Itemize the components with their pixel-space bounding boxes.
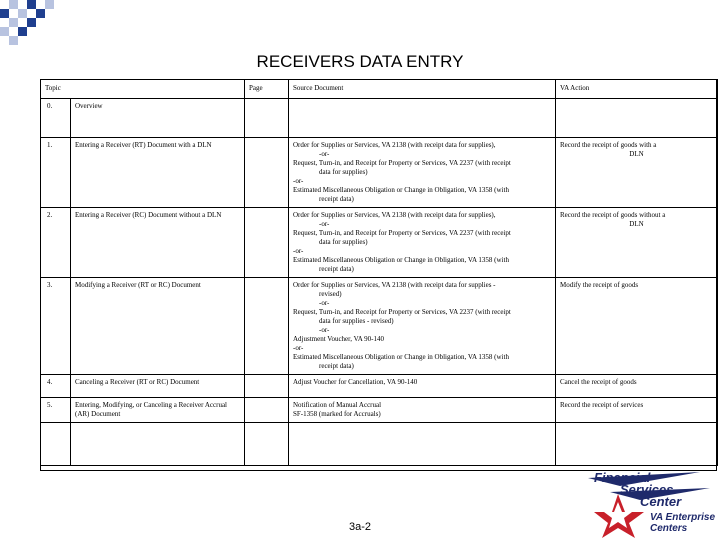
source-line: Adjustment Voucher, VA 90-140 — [293, 335, 384, 343]
action-line: Cancel the receipt of goods — [560, 378, 637, 386]
source-line: -or- — [293, 177, 304, 185]
page-number: 3a-2 — [348, 521, 372, 533]
row-page — [245, 208, 289, 278]
row-number: 1. — [41, 138, 71, 208]
empty-cell — [41, 423, 71, 466]
source-line: Estimated Miscellaneous Obligation or Change in Obligation, VA 1358 (with — [293, 186, 509, 194]
source-line: Estimated Miscellaneous Obligation or Change in Obligation, VA 1358 (with — [293, 256, 509, 264]
row-page — [245, 138, 289, 208]
logo-center: Center — [640, 494, 682, 509]
row-source — [289, 208, 556, 278]
source-line: receipt data) — [319, 195, 354, 203]
empty-cell — [556, 423, 718, 466]
row-topic: Entering, Modifying, or Canceling a Receiver Accrual (AR) Document — [71, 398, 245, 423]
source-line: -or- — [293, 247, 304, 255]
logo-centers: Centers — [650, 523, 688, 534]
row-topic: Modifying a Receiver (RT or RC) Document — [71, 278, 245, 375]
financial-services-center-logo — [580, 472, 720, 538]
row-page — [245, 398, 289, 423]
row-source — [289, 138, 556, 208]
source-line: -or- — [319, 220, 330, 228]
corner-decoration — [0, 0, 60, 44]
source-line: data for supplies) — [319, 168, 368, 176]
source-line: data for supplies) — [319, 238, 368, 246]
header-action: VA Action — [556, 80, 718, 99]
source-line: -or- — [293, 344, 304, 352]
table-row — [41, 99, 718, 138]
table-row — [41, 138, 718, 208]
source-line: Order for Supplies or Services, VA 2138 (with receipt data for supplies), — [293, 211, 496, 219]
source-line: -or- — [319, 150, 330, 158]
logo-va-enterprise: VA Enterprise — [650, 512, 716, 523]
source-line: Request, Turn-in, and Receipt for Property or Services, VA 2237 (with receipt — [293, 159, 511, 167]
row-number: 3. — [41, 278, 71, 375]
row-action — [556, 398, 718, 423]
receivers-table — [40, 79, 718, 466]
table-header-row — [41, 80, 718, 99]
table-row — [41, 375, 718, 398]
empty-cell — [289, 423, 556, 466]
page-title: RECEIVERS DATA ENTRY — [256, 52, 464, 71]
row-page — [245, 278, 289, 375]
row-number: 2. — [41, 208, 71, 278]
row-topic: Entering a Receiver (RC) Document without a DLN — [71, 208, 245, 278]
table-row — [41, 398, 718, 423]
action-line: Record the receipt of goods with a — [560, 141, 657, 149]
action-line: DLN — [629, 150, 644, 158]
source-line: -or- — [319, 326, 330, 334]
source-line: revised) — [319, 290, 342, 298]
row-action — [556, 278, 718, 375]
row-number: 5. — [41, 398, 71, 423]
empty-cell — [71, 423, 245, 466]
empty-row — [41, 423, 718, 466]
action-line: DLN — [629, 220, 644, 228]
row-page — [245, 375, 289, 398]
empty-cell — [245, 423, 289, 466]
row-topic: Overview — [71, 99, 245, 138]
logo-services: Services — [620, 482, 674, 497]
row-action — [556, 99, 718, 138]
source-line: Estimated Miscellaneous Obligation or Change in Obligation, VA 1358 (with — [293, 353, 509, 361]
action-line: Record the receipt of goods without a — [560, 211, 666, 219]
source-line: Request, Turn-in, and Receipt for Property or Services, VA 2237 (with receipt — [293, 308, 511, 316]
row-source — [289, 375, 556, 398]
source-line: Notification of Manual Accrual — [293, 401, 382, 409]
table-row — [41, 208, 718, 278]
header-source: Source Document — [289, 80, 556, 99]
source-line: Request, Turn-in, and Receipt for Property or Services, VA 2237 (with receipt — [293, 229, 511, 237]
row-action — [556, 375, 718, 398]
header-page: Page — [245, 80, 289, 99]
row-number: 0. — [41, 99, 71, 138]
source-line: -or- — [319, 299, 330, 307]
row-page — [245, 99, 289, 138]
action-line: Modify the receipt of goods — [560, 281, 639, 289]
source-line: Order for Supplies or Services, VA 2138 (with receipt data for supplies), — [293, 141, 496, 149]
row-topic: Entering a Receiver (RT) Document with a DLN — [71, 138, 245, 208]
action-line: Record the receipt of services — [560, 401, 644, 409]
source-line: data for supplies - revised) — [319, 317, 394, 325]
row-action — [556, 138, 718, 208]
row-topic: Canceling a Receiver (RT or RC) Document — [71, 375, 245, 398]
source-line: receipt data) — [319, 265, 354, 273]
source-line: SF-1358 (marked for Accruals) — [293, 410, 381, 418]
row-number: 4. — [41, 375, 71, 398]
row-action — [556, 208, 718, 278]
table-row — [41, 278, 718, 375]
logo-financial: Financial — [594, 470, 651, 485]
row-source — [289, 99, 556, 138]
header-topic: Topic — [41, 80, 245, 99]
source-line: Adjust Voucher for Cancellation, VA 90-140 — [293, 378, 418, 386]
source-line: receipt data) — [319, 362, 354, 370]
row-source — [289, 278, 556, 375]
source-line: Order for Supplies or Services, VA 2138 (with receipt data for supplies - — [293, 281, 496, 289]
row-source — [289, 398, 556, 423]
